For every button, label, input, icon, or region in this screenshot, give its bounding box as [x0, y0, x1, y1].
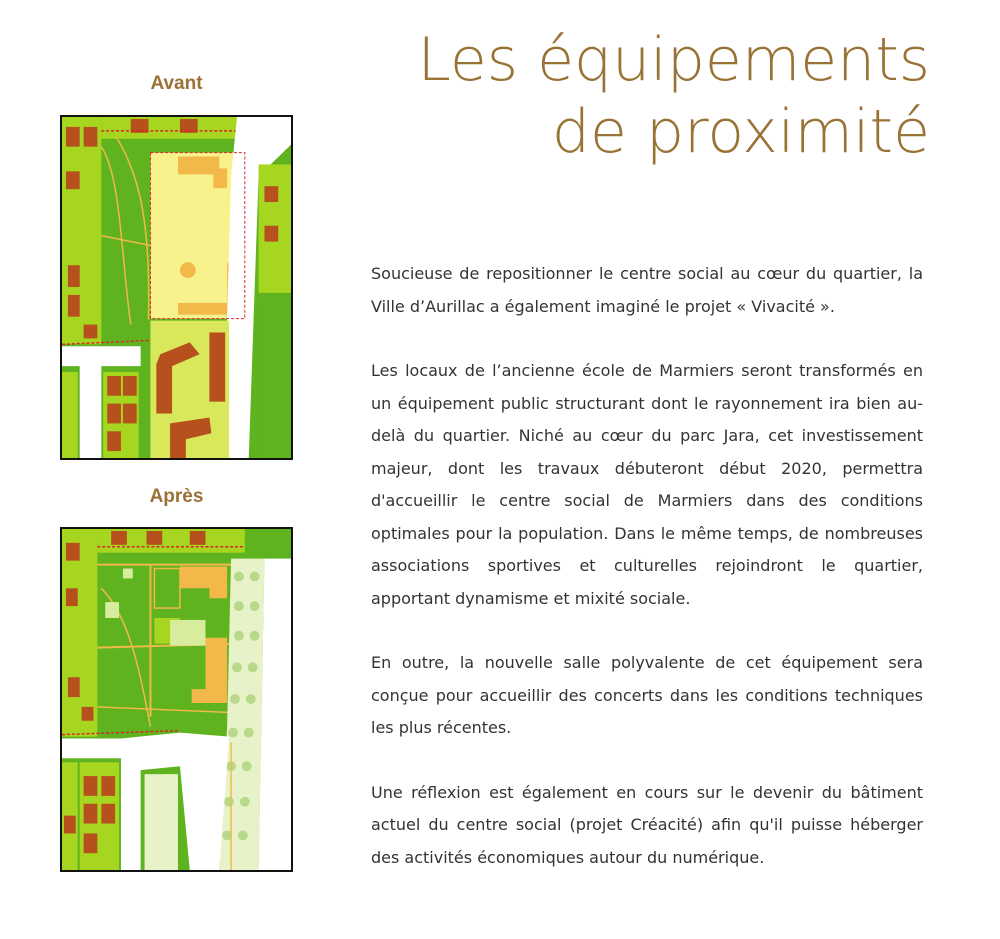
paragraph-intro: Soucieuse de repositionner le centre social au cœur du quartier, la Ville d’Aurillac a également imaginé le projet « Vivacité ». — [371, 264, 923, 316]
page-title — [418, 24, 931, 168]
page-title-line-2: de proximité — [551, 97, 930, 167]
page-title-line-1: Les équipements — [417, 25, 930, 95]
after-map-label: Après — [149, 486, 204, 507]
after-map-drawing — [62, 529, 291, 870]
after-map — [60, 527, 293, 872]
before-map-drawing — [62, 117, 291, 458]
paragraph-salle-polyvalente: En outre, la nouvelle salle polyvalente de cet équipement sera conçue pour accueillir des concerts dans les conditions techniques les plus récentes. — [371, 653, 923, 737]
before-map-label: Avant — [150, 73, 203, 94]
before-map — [60, 115, 293, 460]
article-body — [371, 258, 923, 906]
paragraph-marmiers: Les locaux de l’ancienne école de Marmiers seront transformés en un équipement public structurant dont le rayonnement ira bien au-delà du quartier. Niché au cœur du parc Jara, cet investissement majeur, dont les travaux débuteront début 2020, permettra d'accueillir le centre social de Marmiers dans des conditions optimales pour la population. Dans le même temps, de nombreuses associations sportives et culturelles rejoindront le quartier, apportant dynamisme et mixité sociale. — [371, 361, 923, 608]
paragraph-creacite: Une réflexion est également en cours sur le devenir du bâtiment actuel du centre social (projet Créacité) afin qu'il puisse héberger des activités économiques autour du numérique. — [371, 782, 923, 867]
